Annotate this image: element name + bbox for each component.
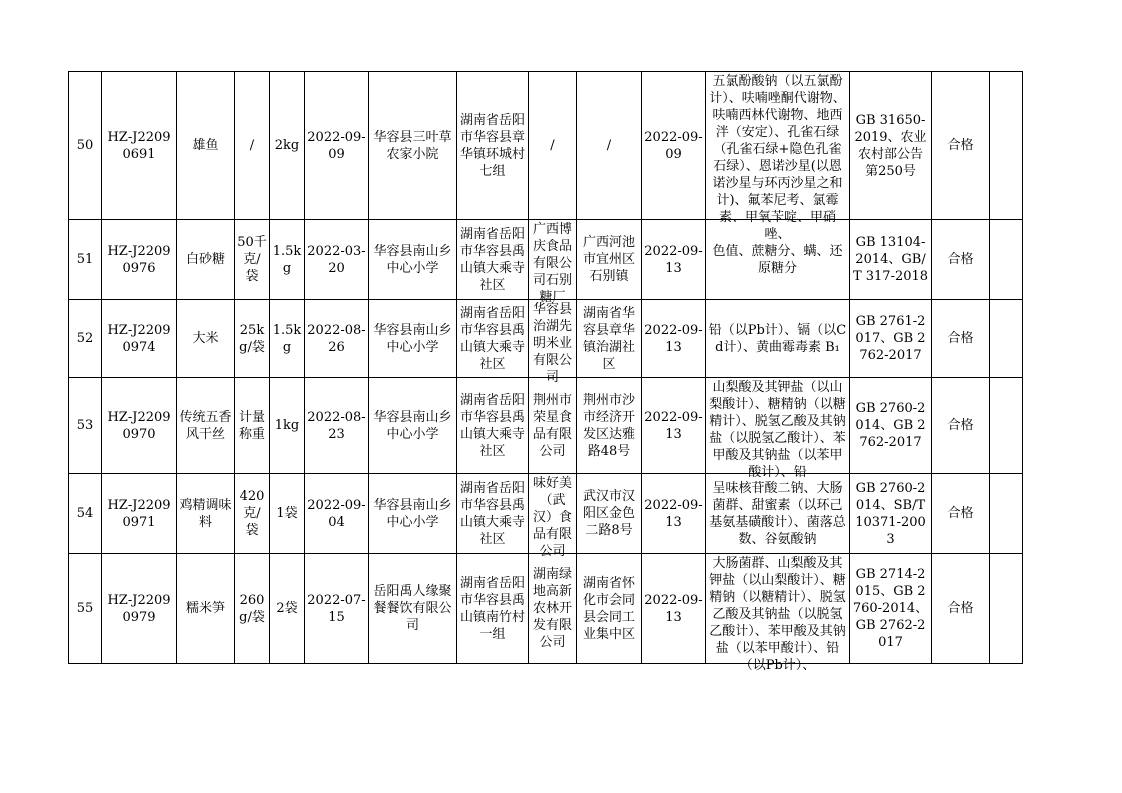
test-result: 合格	[932, 300, 990, 378]
sample-code: HZ-J22090974	[102, 300, 177, 378]
table-row	[69, 378, 1023, 474]
test-result: 合格	[932, 474, 990, 554]
sample-code: HZ-J22090971	[102, 474, 177, 554]
food-name: 白砂糖	[177, 220, 235, 300]
producer-name: 味好美（武汉）食品有限公司	[529, 474, 577, 554]
judgment-standard: GB 2761-2017、GB 2762-2017	[850, 300, 932, 378]
judgment-standard: GB 31650-2019、农业农村部公告第250号	[850, 72, 932, 220]
sample-code: HZ-J22090970	[102, 378, 177, 474]
producer-name: 湖南绿地高新农林开发有限公司	[529, 554, 577, 664]
sample-quantity: 1.5kg	[270, 300, 305, 378]
remark	[990, 300, 1023, 378]
producer-name: 荆州市荣星食品有限公司	[529, 378, 577, 474]
producer-name: 广西博庆食品有限公司石别糖厂	[529, 220, 577, 300]
sample-code: HZ-J22090691	[102, 72, 177, 220]
specification: 计量称重	[235, 378, 270, 474]
sampling-date: 2022-07-15	[305, 554, 369, 664]
remark	[990, 72, 1023, 220]
food-name: 糯米笋	[177, 554, 235, 664]
test-items: 呈味核苷酸二钠、大肠菌群、甜蜜素（以环己基氨基磺酸计）、菌落总数、谷氨酸钠	[706, 474, 850, 554]
table-row	[69, 300, 1023, 378]
test-items: 色值、蔗糖分、螨、还原糖分	[706, 220, 850, 300]
table-row	[69, 554, 1023, 664]
sampled-unit-address: 湖南省岳阳市华容县禹山镇大乘寺社区	[457, 300, 529, 378]
test-date: 2022-09-13	[642, 300, 706, 378]
test-result: 合格	[932, 72, 990, 220]
row-number: 54	[69, 474, 102, 554]
producer-address: 广西河池市宜州区石别镇	[577, 220, 642, 300]
food-name: 雄鱼	[177, 72, 235, 220]
test-items: 五氯酚酸钠（以五氯酚计）、呋喃唑酮代谢物、呋喃西林代谢物、地西泮（安定）、孔雀石绿（孔雀石绿+隐色孔雀石绿）、恩诺沙星(以恩诺沙星与环丙沙星之和计)、氟苯尼考、氯霉素、甲氧苄啶、甲硝唑、	[706, 72, 850, 220]
judgment-standard: GB 13104-2014、GB/T 317-2018	[850, 220, 932, 300]
producer-address: 湖南省怀化市会同县会同工业集中区	[577, 554, 642, 664]
specification: 50千克/袋	[235, 220, 270, 300]
food-name: 鸡精调味料	[177, 474, 235, 554]
sampled-unit-address: 湖南省岳阳市华容县禹山镇南竹村一组	[457, 554, 529, 664]
test-items: 大肠菌群、山梨酸及其钾盐（以山梨酸计）、糖精钠（以糖精计）、脱氢乙酸及其钠盐（以脱氢乙酸计）、苯甲酸及其钠盐（以苯甲酸计）、铅（以Pb计）、	[706, 554, 850, 664]
sampled-unit-address: 湖南省岳阳市华容县禹山镇大乘寺社区	[457, 378, 529, 474]
remark	[990, 474, 1023, 554]
food-name: 大米	[177, 300, 235, 378]
sampling-date: 2022-03-20	[305, 220, 369, 300]
producer-address: 荆州市沙市经济开发区达雅路48号	[577, 378, 642, 474]
sample-code: HZ-J22090976	[102, 220, 177, 300]
sampled-unit: 华容县南山乡中心小学	[369, 220, 457, 300]
table-row	[69, 474, 1023, 554]
specification: 420克/袋	[235, 474, 270, 554]
sample-code: HZ-J22090979	[102, 554, 177, 664]
sampling-date: 2022-08-26	[305, 300, 369, 378]
remark	[990, 554, 1023, 664]
sample-quantity: 2kg	[270, 72, 305, 220]
sampled-unit-address: 湖南省岳阳市华容县章华镇环城村七组	[457, 72, 529, 220]
sampled-unit: 华容县南山乡中心小学	[369, 300, 457, 378]
sampled-unit: 华容县三叶草农家小院	[369, 72, 457, 220]
sampled-unit: 华容县南山乡中心小学	[369, 474, 457, 554]
sampled-unit: 岳阳禹人缘聚餐餐饮有限公司	[369, 554, 457, 664]
sampling-date: 2022-09-09	[305, 72, 369, 220]
sampled-unit: 华容县南山乡中心小学	[369, 378, 457, 474]
sample-quantity: 1.5kg	[270, 220, 305, 300]
judgment-standard: GB 2760-2014、GB 2762-2017	[850, 378, 932, 474]
table-row	[69, 220, 1023, 300]
test-date: 2022-09-13	[642, 220, 706, 300]
sample-quantity: 1kg	[270, 378, 305, 474]
row-number: 51	[69, 220, 102, 300]
sampling-date: 2022-09-04	[305, 474, 369, 554]
test-result: 合格	[932, 220, 990, 300]
remark	[990, 378, 1023, 474]
test-items: 山梨酸及其钾盐（以山梨酸计）、糖精钠（以糖精计）、脱氢乙酸及其钠盐（以脱氢乙酸计）、苯甲酸及其钠盐（以苯甲酸计）、铅	[706, 378, 850, 474]
test-date: 2022-09-13	[642, 378, 706, 474]
food-name: 传统五香风干丝	[177, 378, 235, 474]
sampled-unit-address: 湖南省岳阳市华容县禹山镇大乘寺社区	[457, 474, 529, 554]
producer-name: /	[529, 72, 577, 220]
row-number: 52	[69, 300, 102, 378]
producer-address: 武汉市汉阳区金色二路8号	[577, 474, 642, 554]
inspection-results-table	[68, 71, 1023, 673]
row-number: 55	[69, 554, 102, 664]
producer-address: /	[577, 72, 642, 220]
specification: 260g/袋	[235, 554, 270, 664]
producer-address: 湖南省华容县章华镇治湖社区	[577, 300, 642, 378]
table-row	[69, 72, 1023, 220]
test-items: 铅（以Pb计）、镉（以Cd计）、黄曲霉毒素 B₁	[706, 300, 850, 378]
test-date: 2022-09-13	[642, 554, 706, 664]
sampled-unit-address: 湖南省岳阳市华容县禹山镇大乘寺社区	[457, 220, 529, 300]
producer-name: 华容县治湖先明米业有限公司	[529, 300, 577, 378]
test-result: 合格	[932, 378, 990, 474]
sample-quantity: 2袋	[270, 554, 305, 664]
sample-quantity: 1袋	[270, 474, 305, 554]
test-date: 2022-09-09	[642, 72, 706, 220]
test-date: 2022-09-13	[642, 474, 706, 554]
remark	[990, 220, 1023, 300]
specification: /	[235, 72, 270, 220]
row-number: 50	[69, 72, 102, 220]
sampling-date: 2022-08-23	[305, 378, 369, 474]
judgment-standard: GB 2714-2015、GB 2760-2014、GB 2762-2017	[850, 554, 932, 664]
judgment-standard: GB 2760-2014、SB/T 10371-2003	[850, 474, 932, 554]
specification: 25kg/袋	[235, 300, 270, 378]
row-number: 53	[69, 378, 102, 474]
test-result: 合格	[932, 554, 990, 664]
